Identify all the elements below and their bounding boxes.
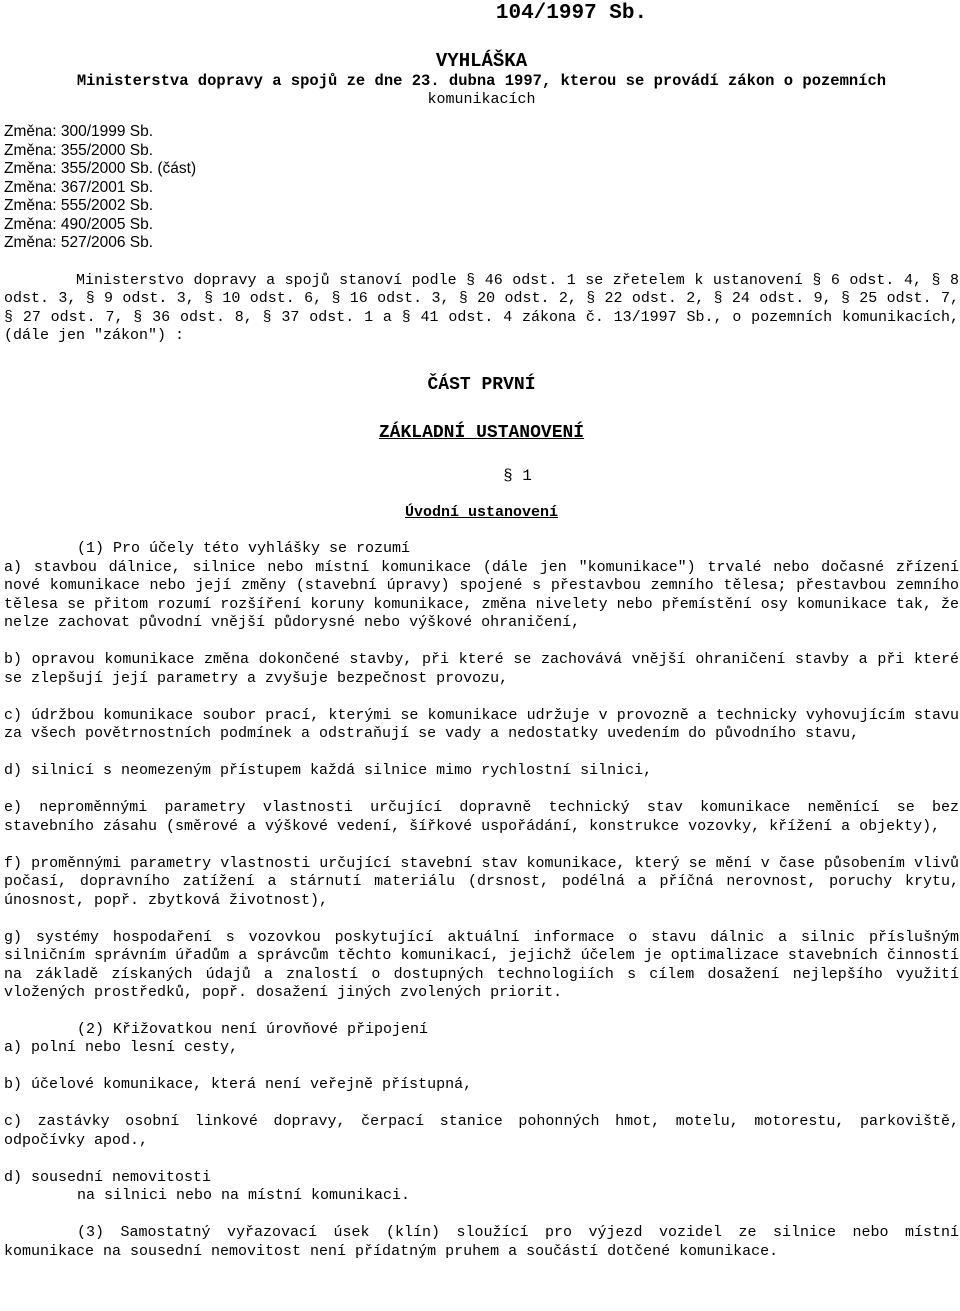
- part-title: ČÁST PRVNÍ: [427, 374, 536, 395]
- amendment-item: Změna: 490/2005 Sb.: [4, 215, 154, 233]
- paragraph-2-head: (2) Křižovatkou není úrovňové připojení: [77, 1020, 429, 1038]
- amendment-item: Změna: 527/2006 Sb.: [4, 234, 154, 251]
- paragraph-1-item-b: b) opravou komunikace změna dokončené stavby, při které se zachovává vnější ohraničení stavby a při které se zlepšují její parametry a zvyšuje bezpečnost provozu,: [4, 651, 959, 687]
- paragraph-1-item-f: f) proměnnými parametry vlastnosti určující stavební stav komunikace, který se mění v čase působením vlivů počasí, dopravního zatížení a stárnutí materiálu (drsnost, podélná a příčná nerovnost, poruchy krytu, únosnost, popř. zbytková životnost),: [4, 854, 959, 909]
- paragraph-2-item-b: b) účelové komunikace, která není veřejně přístupná,: [4, 1076, 473, 1093]
- amendment-item: Změna: 300/1999 Sb.: [4, 123, 154, 140]
- paragraph-3-text: (3) Samostatný vyřazovací úsek (klín) sloužící pro výjezd vozidel ze silnice nebo místní komunikace na sousední nemovitost není přídatným pruhem a součástí dotčené komunikace.: [4, 1224, 959, 1260]
- paragraph-3: [4, 1224, 959, 1261]
- amendment-item: Změna: 367/2001 Sb.: [4, 178, 154, 196]
- paragraph-1-head: (1) Pro účely této vyhlášky se rozumí: [77, 540, 411, 557]
- document-title: Ministerstva dopravy a spojů ze dne 23. dubna 1997, kterou se provádí zákon o pozemních: [76, 72, 887, 90]
- paragraph-1-item-e: e) neproměnnými parametry vlastnosti určující dopravně technický stav komunikace neměnící se bez stavebního zásahu (směrové a výškové vedení, šířkové uspořádání, konstrukce vozovky, křížení a objekty),: [4, 799, 959, 835]
- amendments-list: [4, 123, 959, 253]
- paragraph-2-item-d: d) sousední nemovitosti: [4, 1168, 212, 1186]
- paragraph-1-item-a: a) stavbou dálnice, silnice nebo místní komunikace (dále jen "komunikace") trvalé nebo dočasné zřízení nové komunikace nebo její změny (stavební úpravy) spojené s přestavbou zemního tělesa; přestavbou zemního tělesa se přitom rozumí rozšíření koruny komunikace, změna nivelety nebo přemístění osy komunikace tak, že nelze zachovat původní vnější půdorysné nebo výškové ohraničení,: [4, 558, 959, 631]
- section-heading: Úvodní ustanovení: [404, 503, 559, 521]
- preamble: [4, 272, 959, 346]
- paragraph-2-item-c: c) zastávky osobní linkové dopravy, čerpací stanice pohonných hmot, motelu, motorestu, parkoviště, odpočívky apod.,: [4, 1113, 959, 1149]
- section-number: § 1: [503, 466, 532, 485]
- paragraph-1-item-c: c) údržbou komunikace soubor prací, kterými se komunikace udržuje v provozně a technicky vyhovujícím stavu za všech povětrnostních podmínek a odstraňují se vady a nedostatky uvedením do původního stavu,: [4, 706, 959, 742]
- amendment-item: Změna: 355/2000 Sb. (část): [4, 160, 197, 177]
- paragraph-1-item-d: d) silnicí s neomezeným přístupem každá silnice mimo rychlostní silnici,: [4, 762, 653, 779]
- paragraph-2-item-a: a) polní nebo lesní cesty,: [4, 1039, 239, 1056]
- paragraph-2-item-d-continuation: na silnici nebo na místní komunikaci.: [77, 1187, 411, 1204]
- document-subtitle: komunikacích: [427, 90, 536, 108]
- paragraph-1-item-g: g) systémy hospodaření s vozovkou poskytující aktuální informace o stavu dálnic a silnic příslušným silničním správním úřadům a správcům těchto komunikací, jejichž účelem je optimalizace stavebních činností na základě získaných údajů a znalostí o dostupných technologiích s cílem dosažení nejlepšího využití vložených prostředků, popř. dosažení jiných zvolených priorit.: [4, 928, 959, 1001]
- amendment-item: Změna: 555/2002 Sb.: [4, 197, 154, 214]
- document-type: VYHLÁŠKA: [435, 50, 528, 72]
- preamble-text: Ministerstvo dopravy a spojů stanoví podle § 46 odst. 1 se zřetelem k ustanovení § 6 odst. 4, § 8 odst. 3, § 9 odst. 3, § 10 odst. 6, § 16 odst. 3, § 20 odst. 2, § 22 odst. 2, § 24 odst. 9, § 25 odst. 7, § 27 odst. 7, § 36 odst. 8, § 37 odst. 1 a § 41 odst. 4 zákona č. 13/1997 Sb., o pozemních komunikacích, (dále jen "zákon") :: [4, 271, 959, 344]
- document-number: 104/1997 Sb.: [495, 2, 648, 25]
- document-page: [4, 0, 959, 1261]
- amendment-item: Změna: 355/2000 Sb.: [4, 141, 154, 159]
- part-heading: ZÁKLADNÍ USTANOVENÍ: [378, 422, 585, 443]
